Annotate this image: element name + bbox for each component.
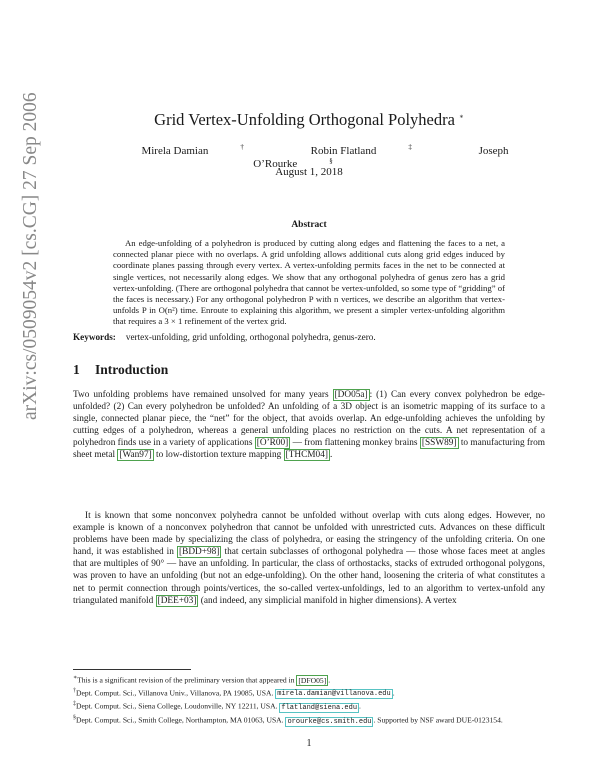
footnotes <box>73 673 545 727</box>
footnote: ‡Dept. Comput. Sci., Siena College, Loudonville, NY 12211, USA. flatland@siena.edu . <box>73 701 361 712</box>
footnote: ∗This is a significant revision of the preliminary version that appeared in [DFO05] . <box>73 675 331 685</box>
keywords: Keywords: vertex-unfolding, grid unfolding, orthogonal polyhedra, genus-zero. <box>73 332 376 342</box>
citation-link[interactable]: [DFO05] <box>298 675 327 685</box>
email-link[interactable]: flatland@siena.edu <box>281 704 358 712</box>
citation-link[interactable]: [THCM04] <box>285 450 328 461</box>
intro-paragraph-2: It is known that some nonconvex polyhedra cannot be unfolded without overlap with cuts along edges. However, no example is known of a nonconvex polyhedron that cannot be unfolded with unrestricted cuts. Advances on these difficult problems have been made by specializing the class of polyhedra, or easing the stringency of the unfolding criteria. On one hand, it was established in [BDD+98] that certain subclasses of orthogonal polyhedra — those whose faces meet at angles that are multiples of 90° — have an unfolding. In particular, the class of orthostacks, stacks of extruded orthogonal polygons, was proven to have an unfolding (but not an edge-unfolding). On the other hand, loosening the criteria of what constitutes a net to permit connection through points/vertices, the so-called vertex-unfoldings, led to an algorithm to vertex-unfold any triangulated manifold [DEE+03] (and indeed, any simplicial manifold in higher dimensions). A vertex <box>73 511 546 606</box>
footnote: §Dept. Comput. Sci., Smith College, Northampton, MA 01063, USA. orourke@cs.smith.edu . Supported by NSF award DUE-0123154. <box>73 715 503 726</box>
citation-link[interactable]: [SSW89] <box>421 438 457 449</box>
abstract-heading: Abstract <box>291 220 327 230</box>
email-link[interactable]: orourke@cs.smith.edu <box>287 717 372 726</box>
citation-link[interactable]: [Wan97] <box>119 450 152 461</box>
citation-link[interactable]: [BDD+98] <box>179 547 220 558</box>
author: Mirela Damian † <box>141 143 244 157</box>
email-link[interactable]: mirela.damian@villanova.edu <box>277 690 391 699</box>
arxiv-identifier: arXiv:cs/0509054v2 [cs.CG] 27 Sep 2006 <box>20 92 41 420</box>
citation-link[interactable]: [DO05a] <box>334 390 368 400</box>
section-heading: 1 Introduction <box>73 362 169 377</box>
citation-link[interactable]: [DEE+03] <box>157 595 197 606</box>
footnote: †Dept. Comput. Sci., Villanova Univ., Villanova, PA 19085, USA. mirela.damian@villanova.edu . <box>73 687 395 699</box>
footnote-rule <box>73 669 191 670</box>
page-number: 1 <box>306 738 312 749</box>
abstract-text: An edge-unfolding of a polyhedron is produced by cutting along edges and flattening the faces to a net, a connected planar piece with no overlaps. A grid unfolding allows additional cuts along grid edges induced by coordinate planes passing through every vertex. A vertex-unfolding permits faces in the net to be connected at single vertices, not necessarily along edges. We show that any orthogonal polyhedra of genus zero has a grid vertex-unfolding. (There are orthogonal polyhedra that cannot be vertex-unfolded, so some type of “gridding” of the faces is necessary.) For any orthogonal polyhedron P with n vertices, we describe an algorithm that vertex-unfolds P in O(n²) time. Enroute to explaining this algorithm, we present a simpler vertex-unfolding algorithm that requires a 3 × 1 refinement of the vertex grid. <box>113 238 505 327</box>
paper-title: Grid Vertex-Unfolding Orthogonal Polyhedra ∗ <box>154 110 464 129</box>
citation-link[interactable]: [O’R00] <box>256 438 289 449</box>
author: Joseph O’Rourke § <box>253 144 509 171</box>
intro-paragraph-1: Two unfolding problems have remained unsolved for many years [DO05a] : (1) Can every convex polyhedron be edge-unfolded? (2) Can every polyhedron be unfolded? An unfolding of a 3D object is an isometric mapping of its surface to a single, connected planar piece, the “net” for the object, that avoids overlap. An edge-unfolding achieves the unfolding by cutting edges of a polyhedron, whereas a general unfolding places no restriction on the cuts. A net representation of a polyhedron finds use in a variety of applications [O’R00] — from flattening monkey brains [SSW89] to manufacturing from sheet metal [Wan97] to low-distortion texture mapping [THCM04] . <box>73 390 545 461</box>
paper-date: August 1, 2018 <box>275 166 343 178</box>
author: Robin Flatland ‡ <box>310 143 412 157</box>
